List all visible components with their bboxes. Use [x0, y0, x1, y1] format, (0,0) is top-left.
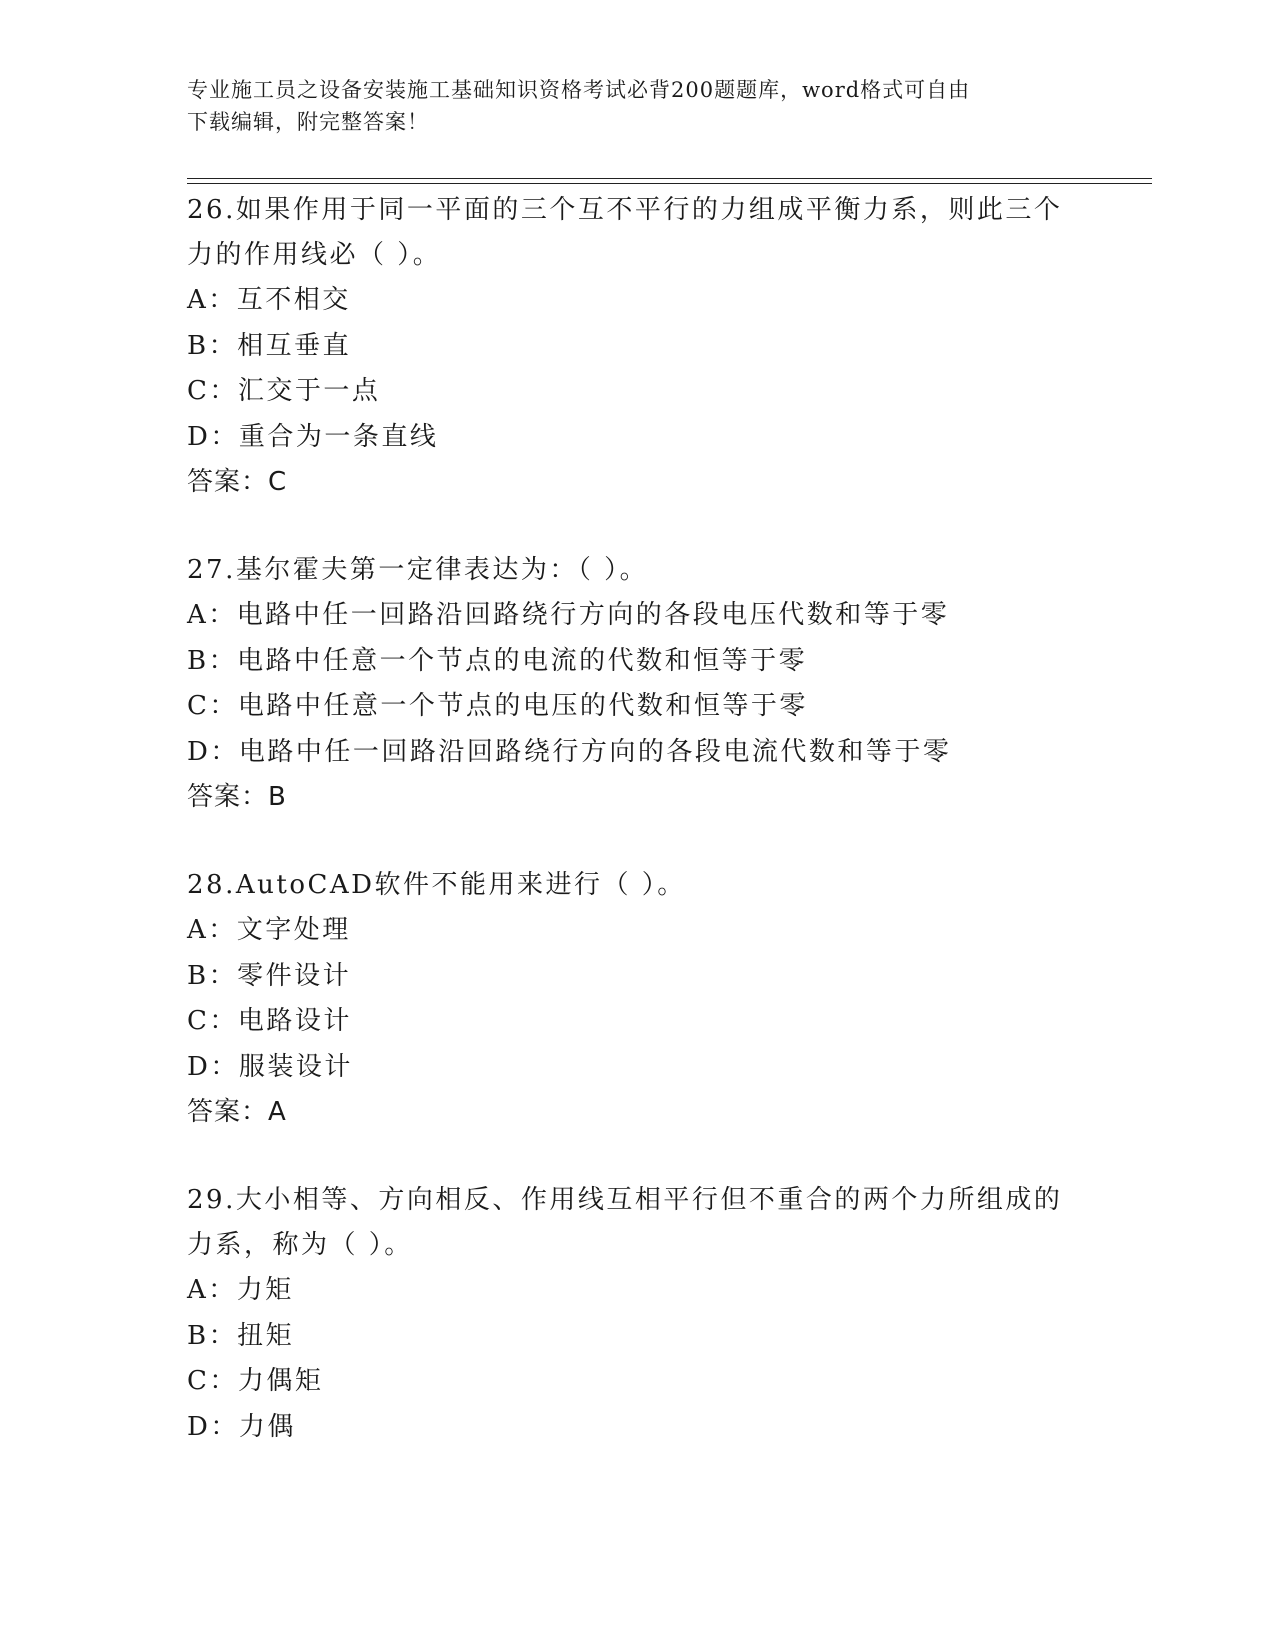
- document-header: [187, 74, 1067, 138]
- question-stem: 28.AutoCAD软件不能用来进行（ ）。: [187, 870, 686, 900]
- answer: 答案：B: [187, 782, 287, 812]
- header-line-1: 专业施工员之设备安装施工基础知识资格考试必背200题题库，word格式可自由: [187, 78, 971, 102]
- question-stem: 26.如果作用于同一平面的三个互不平行的力组成平衡力系，则此三个力的作用线必（ ）。: [187, 195, 1063, 270]
- option-a: A：电路中任一回路沿回路绕行方向的各段电压代数和等于零: [187, 600, 950, 630]
- option-b: B：电路中任意一个节点的电流的代数和恒等于零: [187, 645, 808, 676]
- question-list: [187, 188, 1087, 1493]
- option-b: B：扭矩: [187, 1320, 295, 1351]
- option-c: C：电路设计: [187, 1006, 352, 1036]
- answer: 答案：A: [187, 1097, 287, 1127]
- question-26: [187, 188, 1087, 505]
- option-d: D：服装设计: [187, 1051, 353, 1082]
- question-27: [187, 548, 1087, 820]
- header-rule-bottom: [187, 183, 1152, 184]
- option-a: A：力矩: [187, 1275, 294, 1305]
- option-d: D：力偶: [187, 1411, 296, 1442]
- header-line-2: 下载编辑，附完整答案！: [187, 110, 429, 134]
- option-b: B：零件设计: [187, 960, 352, 991]
- question-29: [187, 1178, 1087, 1450]
- option-c: C：电路中任意一个节点的电压的代数和恒等于零: [187, 691, 808, 721]
- answer: 答案：C: [187, 467, 288, 497]
- option-d: D：电路中任一回路沿回路绕行方向的各段电流代数和等于零: [187, 736, 952, 767]
- question-stem: 29.大小相等、方向相反、作用线互相平行但不重合的两个力所组成的力系，称为（ ）。: [187, 1185, 1063, 1260]
- option-a: A：互不相交: [187, 285, 351, 315]
- question-stem: 27.基尔霍夫第一定律表达为：（ ）。: [187, 555, 649, 585]
- option-a: A：文字处理: [187, 915, 351, 945]
- option-b: B：相互垂直: [187, 330, 352, 361]
- option-c: C：汇交于一点: [187, 376, 381, 406]
- header-rule-top: [187, 178, 1152, 179]
- option-c: C：力偶矩: [187, 1366, 324, 1396]
- option-d: D：重合为一条直线: [187, 421, 439, 452]
- question-28: [187, 863, 1087, 1135]
